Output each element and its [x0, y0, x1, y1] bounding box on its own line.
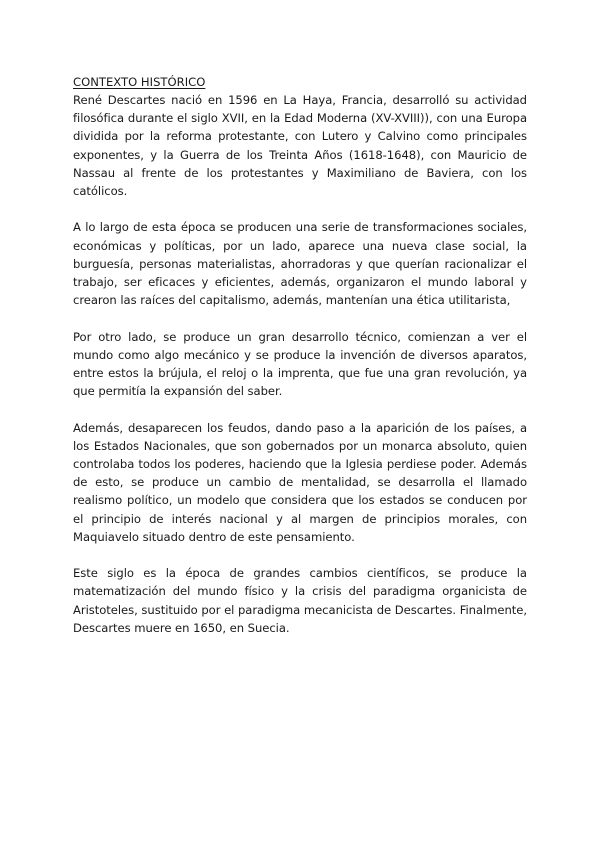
paragraph-4: Además, desaparecen los feudos, dando paso a la aparición de los países, a los Estados Nacionales, que son gobernados por un monarca absoluto, quien controlaba todos los poderes, haciendo que la Iglesia perdiese poder. Además de esto, se produce un cambio de mentalidad, se desarrolla el llamado realismo político, un modelo que considera que los estados se conducen por el principio de interés nacional y al margen de principios morales, con Maquiavelo situado dentro de este pensamiento.	[73, 420, 527, 544]
paragraph-2: A lo largo de esta época se producen una serie de transformaciones sociales, económicas y políticas, por un lado, aparece una nueva clase social, la burguesía, personas materialistas, ahorradoras y que querían racionalizar el trabajo, ser eficaces y eficientes, además, organizaron el mundo laboral y crearon las raíces del capitalismo, además, mantenían una ética utilitarista,	[73, 220, 527, 308]
paragraph-1: René Descartes nació en 1596 en La Haya, Francia, desarrolló su actividad filosófica durante el siglo XVII, en la Edad Moderna (XV-XVIII)), con una Europa dividida por la reforma protestante, con Lutero y Calvino como principales exponentes, y la Guerra de los Treinta Años (1618-1648), con Mauricio de Nassau al frente de los protestantes y Maximiliano de Baviera, con los católicos.	[73, 93, 527, 199]
section-heading: CONTEXTO HISTÓRICO	[73, 75, 206, 89]
paragraph-5: Este siglo es la época de grandes cambios científicos, se produce la matematización del mundo físico y la crisis del paradigma organicista de Aristoteles, sustituido por el paradigma mecanicista de Descartes. Finalmente, Descartes muere en 1650, en Suecia.	[73, 566, 527, 635]
paragraph-3: Por otro lado, se produce un gran desarrollo técnico, comienzan a ver el mundo como algo mecánico y se produce la invención de diversos aparatos, entre estos la brújula, el reloj o la imprenta, que fue una gran revolución, ya que permitía la expansión del saber.	[73, 329, 527, 399]
